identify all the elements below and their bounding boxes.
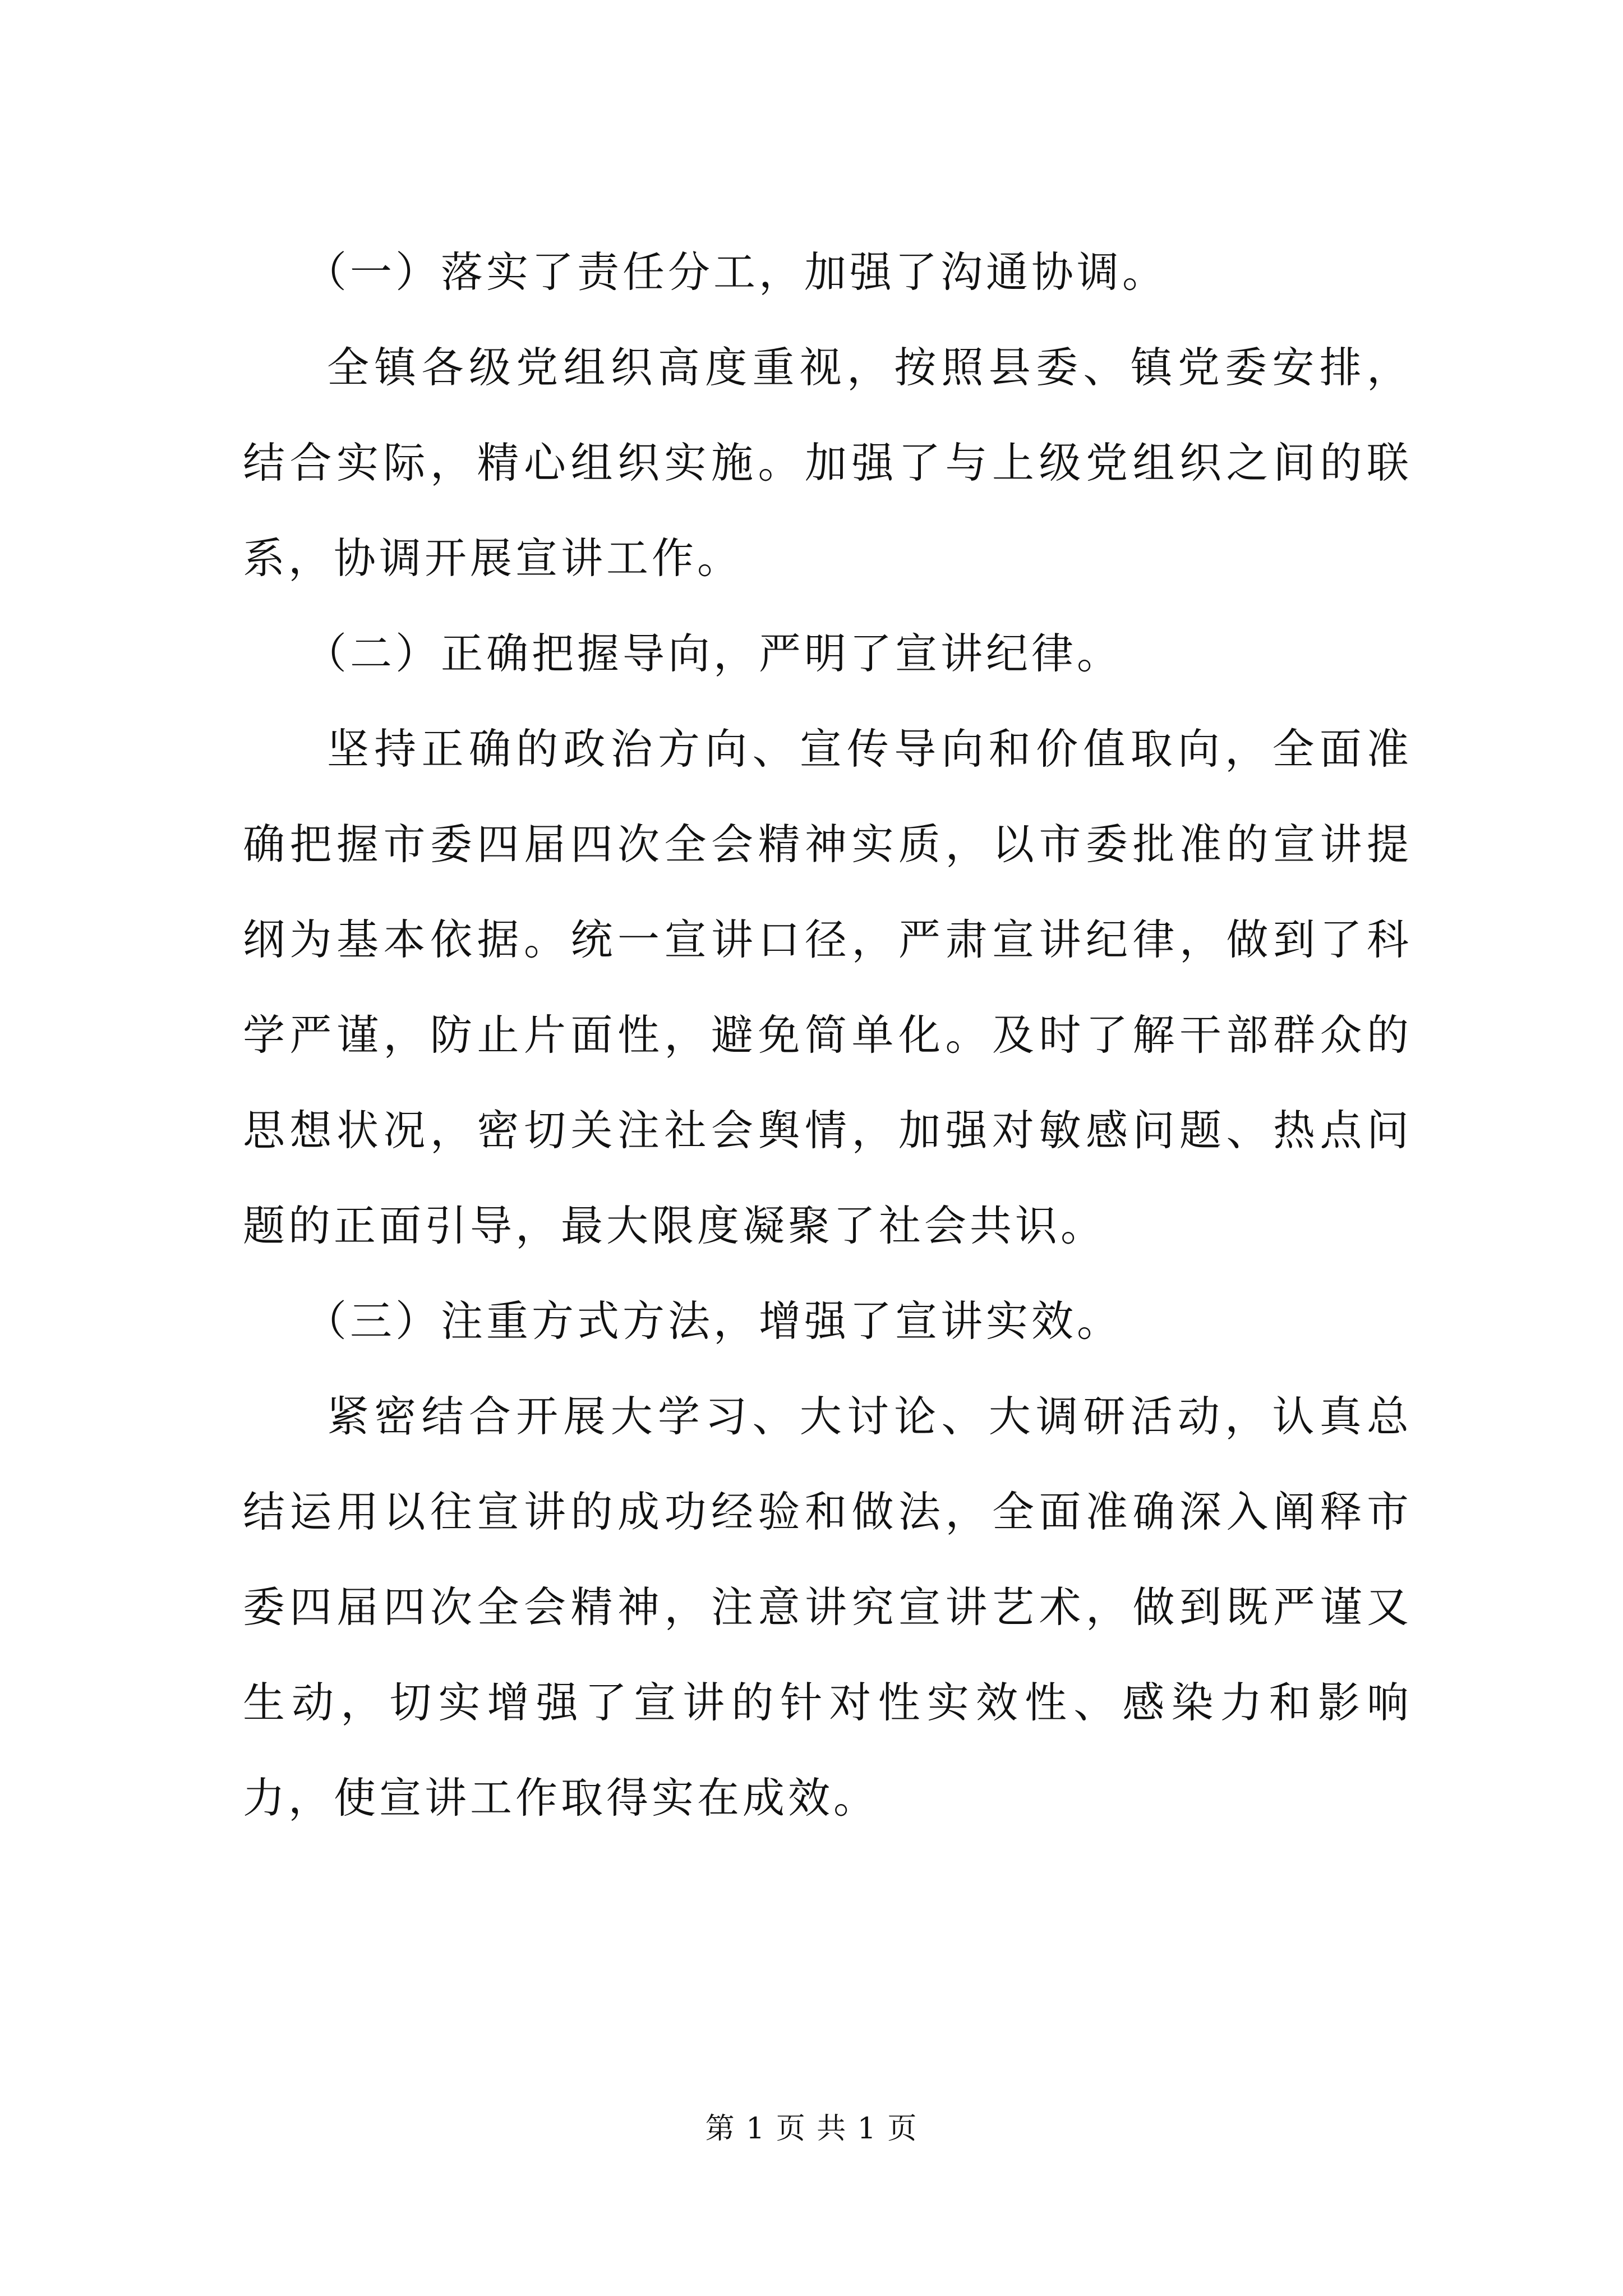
section-2-paragraph: 坚持正确的政治方向、宣传导向和价值取向，全面准确把握市委四届四次全会精神实质，以市委批准的宣讲提纲为基本依据。统一宣讲口径，严肃宣讲纪律，做到了科学严谨，防止片面性，避免简单化。及时了解干部群众的思想状况，密切关注社会舆情，加强对敏感问题、热点问题的正面引导，最大限度凝聚了社会共识。 <box>243 724 1412 1250</box>
document-body <box>243 224 1412 1846</box>
section-3-heading: （三）注重方式方法，增强了宣讲实效。 <box>305 1296 1123 1346</box>
section-1-paragraph: 全镇各级党组织高度重视，按照县委、镇党委安排，结合实际，精心组织实施。加强了与上级党组织之间的联系，协调开展宣讲工作。 <box>243 343 1412 583</box>
page-number-footer: 第 1 页 共 1 页 <box>705 2112 918 2146</box>
section-3-paragraph: 紧密结合开展大学习、大讨论、大调研活动，认真总结运用以往宣讲的成功经验和做法，全面准确深入阐释市委四届四次全会精神，注意讲究宣讲艺术，做到既严谨又生动，切实增强了宣讲的针对性实效性、感染力和影响力，使宣讲工作取得实在成效。 <box>243 1392 1412 1823</box>
section-2-heading: （二）正确把握导向，严明了宣讲纪律。 <box>305 629 1123 678</box>
section-1-heading: （一）落实了责任分工，加强了沟通协调。 <box>305 247 1168 297</box>
